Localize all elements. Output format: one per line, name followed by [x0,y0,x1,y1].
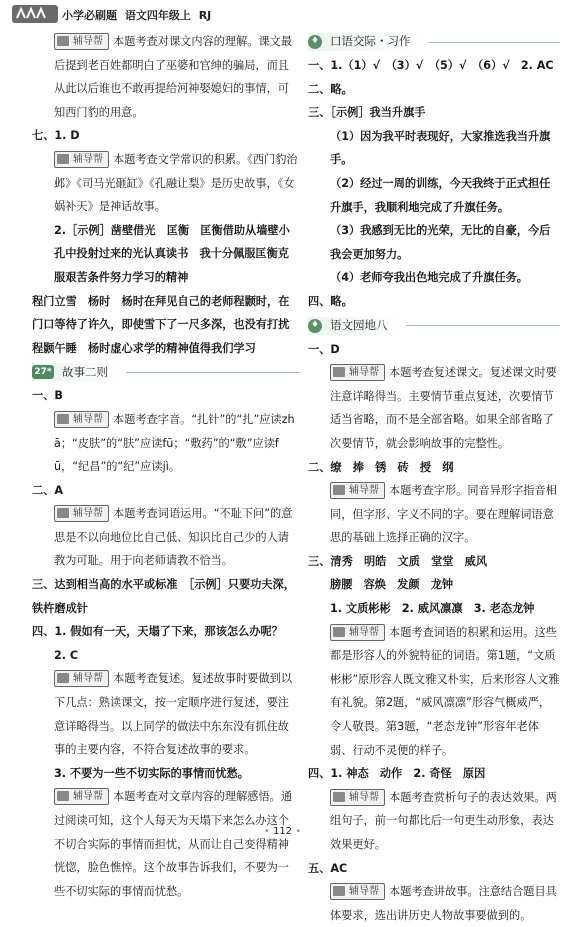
paragraph-text: （1）因为我平时表现好，大家推选我当升旗手。 [330,129,551,167]
answer-line [308,101,560,125]
tutor-tag-icon [57,791,69,801]
header-title [62,7,211,23]
answer-line [308,290,560,314]
page-dot-icon: • [263,826,273,837]
section-band [308,317,402,335]
tutor-tag-label: 辅导帮 [73,791,103,803]
section-rule [429,42,561,43]
page-footer [0,826,565,837]
tutor-tag-icon [333,367,345,377]
section-heading [308,315,560,337]
tutor-tag-icon [57,154,69,164]
tutor-tag-icon [57,36,69,46]
tutor-tag-icon [333,485,345,495]
paragraph-text: 一、1.（1）√ （3）√ （5）√ （6）√ 2. AC [308,59,554,72]
answer-line [308,54,560,78]
section-title: 故事二则 [62,364,108,379]
paragraph-text: 三、［示例］我当升旗手 [308,106,426,120]
explanation-paragraph [308,361,560,455]
tutor-tag [330,364,385,381]
paragraph-text: 二、A [32,483,64,497]
tutor-tag-icon [333,627,345,637]
answer-line [32,620,300,644]
answer-line [32,290,300,361]
answer-line [32,573,300,620]
section-badge-icon: ♦ [308,35,322,49]
answer-line [32,644,300,668]
answer-line [32,479,300,503]
explanation-paragraph [308,786,560,857]
left-column [32,30,300,903]
paragraph-text: 本题考查对课文内容的理解。课文最后提到老百姓都明白了巫婆和官绅的骗局，而且从此以后谁也不敢再提给河神娶媳妇的事情，可知西门豹的用意。 [54,35,293,119]
paragraph-text: 本题考查字音。“扎针”的“扎”应读zhā；“皮肤”的“肤”应读fū；“敷药”的“敷”应读fū，“纪昌”的“纪”应读jì。 [54,412,295,474]
tutor-tag-label: 辅导帮 [349,791,379,803]
tutor-tag [330,789,385,806]
tutor-tag-label: 辅导帮 [73,36,103,47]
tutor-tag-label: 辅导帮 [349,367,379,379]
explanation-paragraph [32,408,300,479]
tutor-tag-label: 辅导帮 [73,673,103,685]
answer-line [308,78,560,102]
explanation-paragraph [308,479,560,550]
answer-line [32,219,300,290]
answer-line [308,266,560,290]
section-band [32,363,122,381]
paragraph-text: 本题考查对文章内容的理解感悟。通过阅读可知，这个人每天为天塌下来怎么办这个不切合实际的事情而担忧，从而让自己变得精神恍惚，脸色憔悴。这个故事告诉我们，不要为一些不切实际的事情而忧愁。 [54,790,293,898]
tutor-tag-icon [57,508,69,518]
tutor-tag [330,482,385,499]
page-number: 112 [272,826,293,837]
tutor-tag-icon [57,673,69,683]
answer-line [308,573,560,597]
tutor-tag-label: 辅导帮 [349,626,379,638]
paragraph-text: 本题考查词语运用。“不耻下问”的意思是不以向地位比自己低、知识比自己少的人请教为可耻。用于向老师请教不恰当。 [54,507,293,568]
explanation-paragraph [308,880,560,927]
tutor-tag [330,624,385,641]
header-subject: 语文四年级上 [124,9,191,22]
answer-line [308,219,560,266]
answer-line [308,550,560,574]
tutor-tag [54,788,109,805]
answer-line [308,857,560,881]
answer-line [308,172,560,219]
header-series: 小学必刷题 [62,9,117,22]
explanation-paragraph [32,30,300,124]
tutor-tag [54,505,109,522]
answer-line [308,597,560,621]
page-header [0,0,565,28]
paragraph-text: 四、略。 [308,294,353,308]
paragraph-text: 本题考查复述课文。复述课文时要注意详略得当。主要情节重点复述，次要情节适当省略，而不是全部省略。如果全部省略了次要情节，就会影响故事的完整性。 [330,366,557,450]
section-badge-icon: ♦ [308,319,322,333]
page-dot-icon: • [292,826,302,837]
paragraph-text: 本题考查复述。复述故事时要做到以下几点：熟读课文，按一定顺序进行复述，要注意详略得当。以上同学的做法中东东没有抓住故事的主要内容，不符合复述故事的要求。 [54,672,293,757]
tutor-tag [54,411,109,428]
paragraph-text: （4）老师夸我出色地完成了升旗任务。 [330,271,528,285]
answer-line [308,338,560,362]
tutor-tag-label: 辅导帮 [73,413,103,425]
paragraph-text: 本题考查讲故事。注意结合题目具体要求，选出讲历史人物故事要做到的。 [330,885,557,922]
right-column [308,30,560,927]
paragraph-text: 四、1. 假如有一天，天塌了下来，那该怎么办呢？ [32,625,283,639]
section-rule [126,372,300,373]
section-band [308,33,425,51]
paragraph-text: 二、缭 捧 锈 砖 授 纲 [308,460,454,474]
paragraph-text: 七、1. D [32,129,80,143]
section-rule [406,325,561,326]
explanation-paragraph [32,785,300,903]
explanation-paragraph [32,667,300,761]
explanation-paragraph [308,621,560,763]
section-heading [308,31,560,53]
tutor-tag-icon [333,792,345,802]
header-edition: RJ [198,9,212,22]
tutor-tag-label: 辅导帮 [73,153,103,165]
answer-line [32,762,300,786]
paragraph-text: 一、B [32,389,63,403]
paragraph-text: 三、清秀 明皓 文质 堂堂 威风 [308,554,488,568]
answer-line [308,125,560,172]
paragraph-text: （2）经过一周的训练，今天我终于正式担任升旗手，我顺利地完成了升旗任务。 [330,176,551,214]
answer-line [32,384,300,408]
paragraph-text: 2. C [54,648,79,662]
tutor-tag [54,33,109,50]
paragraph-text: 2.［示例］凿壁借光 匡衡 匡衡借助从墙壁小孔中投射过来的光认真读书 我十分佩服匡衡克服艰苦条件努力学习的精神 [54,223,290,284]
paragraph-text: 本题考查赏析句子的表达效果。两组句子，前一句都比后一句更生动形象，表达效果更好。 [330,790,557,851]
paragraph-text: 本题考查文学常识的积累。《西门豹治邺》《司马光砸缸》《孔融让梨》是历史故事，《女娲补天》是神话故事。 [54,152,298,214]
section-title: 语文园地八 [330,317,388,332]
tutor-tag-label: 辅导帮 [73,508,103,520]
explanation-paragraph [32,148,300,219]
section-title: 口语交际・习作 [330,34,411,49]
paragraph-text: 膀腰 容焕 发颜 龙钟 [330,578,454,592]
paragraph-text: 1. 文质彬彬 2. 威风凛凛 3. 老态龙钟 [330,602,535,616]
paragraph-text: 三、达到相当高的水平或标准 ［示例］只要功夫深，铁杵磨成针 [32,578,295,615]
tutor-tag-icon [57,414,69,424]
tutor-tag [54,151,109,168]
paragraph-text: 本题考查字形。同音异形字指音相同，但字形、字义不同的字。要在理解词语意思的基础上选择正确的汉字。 [330,484,557,545]
answer-line [308,456,560,480]
paragraph-text: 本题考查词语的积累和运用。这些都是形容人的外貌特征的词语。第1题，“文质彬彬”原形容人既文雅又朴实，后来形容人文雅有礼貌。第2题，“威风凛凛”形容气概威严，令人敬畏。第3题，“老态龙钟”形容年老体弱、行动不灵便的样子。 [330,625,560,757]
tutor-tag [330,883,385,900]
paragraph-text: 四、1. 神态 动作 2. 奇怪 原因 [308,767,486,781]
section-heading [32,361,300,383]
section-badge-icon: 27* [32,365,54,379]
paragraph-text: 3. 不要为一些不切实际的事情而忧愁。 [54,766,249,780]
tutor-tag [54,670,109,687]
brand-logo-icon [12,5,58,23]
answer-line [32,124,300,148]
paragraph-text: 程门立雪 杨时 杨时在拜见自己的老师程颢时，在门口等待了许久，即使雪下了一尺多深，也没有打扰程颢午睡 杨时虚心求学的精神值得我们学习 [32,294,290,355]
paragraph-text: 二、略。 [308,82,353,96]
tutor-tag-icon [333,886,345,896]
paragraph-text: （3）我感到无比的光荣，无比的自豪，今后我会更加努力。 [330,224,551,261]
paragraph-text: 五、AC [308,861,348,875]
explanation-paragraph [32,502,300,573]
paragraph-text: 一、D [308,342,340,356]
tutor-tag-label: 辅导帮 [349,485,379,497]
tutor-tag-label: 辅导帮 [349,886,379,898]
answer-line [308,762,560,786]
